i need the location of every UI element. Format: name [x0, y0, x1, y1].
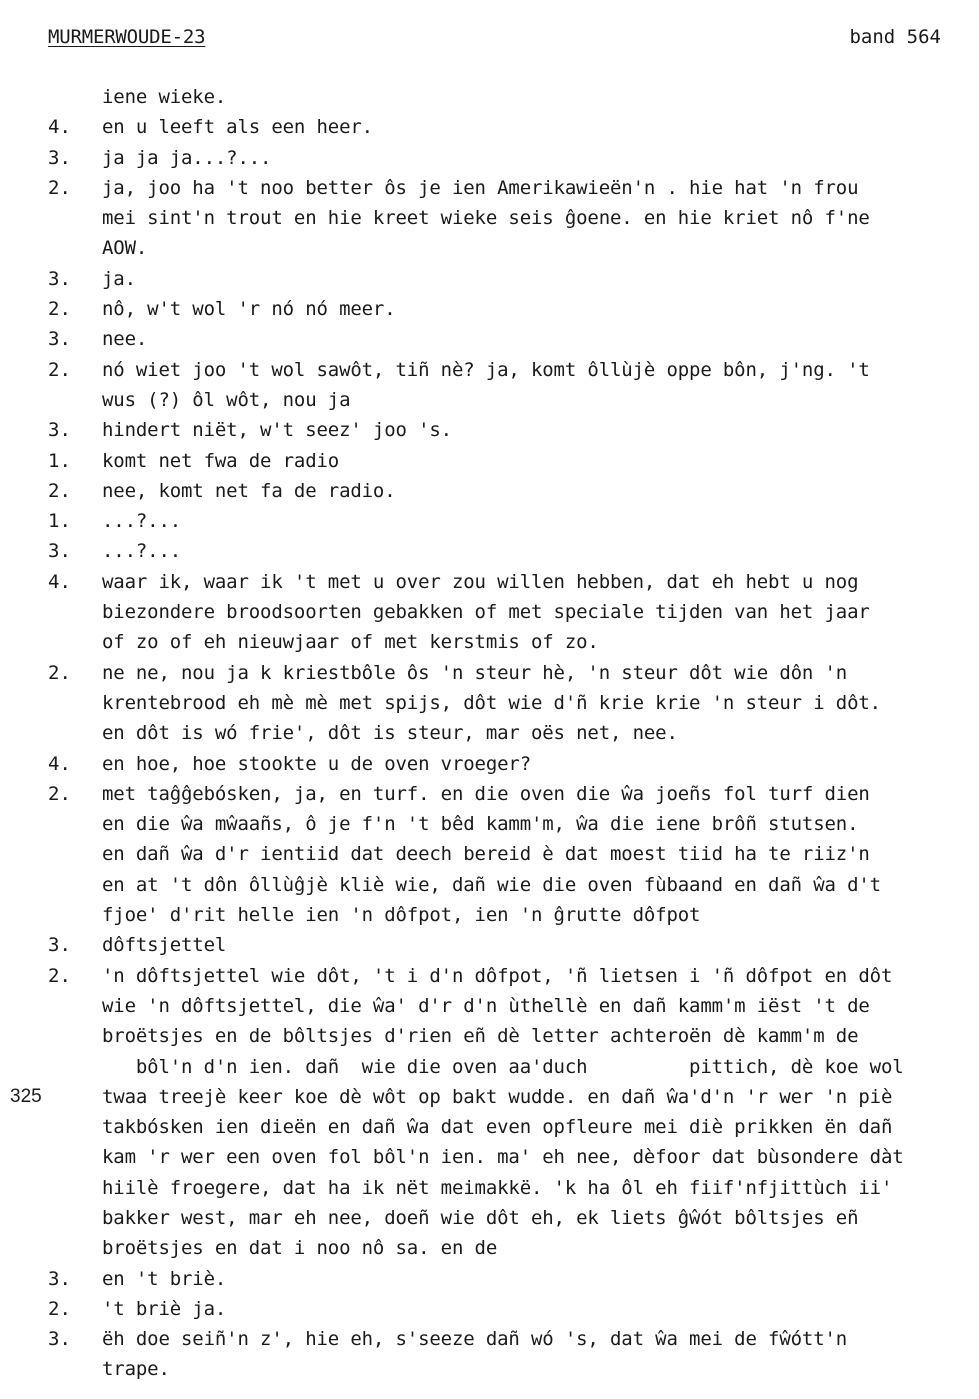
transcript-line — [0, 480, 979, 510]
speaker-number: 2. — [48, 964, 71, 987]
line-text: kam 'r wer een oven fol bôl'n ien. ma' eh nee, dèfoor dat bùsondere dàt — [102, 1146, 904, 1169]
transcript-line — [0, 1207, 979, 1237]
line-text: met taĝĝebósken, ja, en turf. en die oven die ŵa joeñs fol turf dien — [102, 782, 870, 805]
transcript-line — [0, 540, 979, 570]
line-text: en at 't dôn ôllùĝjè kliè wie, dañ wie die oven fùbaand en dañ ŵa d't — [102, 873, 881, 896]
speaker-number: 3. — [48, 419, 71, 442]
line-text: en 't briè. — [102, 1267, 227, 1290]
line-text: bôl'n d'n ien. dañ wie die oven aa'duch pittich, dè koe wol — [102, 1055, 904, 1078]
transcript-line — [0, 147, 979, 177]
transcript-line — [0, 510, 979, 540]
transcript-line — [0, 662, 979, 692]
transcript-line — [0, 631, 979, 661]
transcript-line — [0, 389, 979, 419]
transcript-line — [0, 177, 979, 207]
transcript-line — [0, 237, 979, 267]
line-text: ja, joo ha 't noo better ôs je ien Amerikawieën'n . hie hat 'n frou — [102, 176, 859, 199]
line-text: iene wieke. — [102, 86, 227, 108]
transcript-line — [0, 874, 979, 904]
transcript-line — [0, 1328, 979, 1358]
transcript-line — [0, 753, 979, 783]
transcript-line — [0, 116, 979, 146]
speaker-number: 2. — [48, 479, 71, 502]
speaker-number: 3. — [48, 540, 71, 563]
speaker-number: 3. — [48, 1328, 71, 1351]
band-number: band 564 — [849, 26, 941, 48]
speaker-number: 2. — [48, 1297, 71, 1320]
line-text: en dôt is wó frie', dôt is steur, mar oës net, nee. — [102, 722, 678, 745]
transcript-line — [0, 1358, 979, 1388]
transcript-line — [0, 783, 979, 813]
speaker-number: 3. — [48, 328, 71, 351]
line-text: broëtsjes en dat i noo nô sa. en de — [102, 1237, 498, 1260]
transcript-line — [0, 1146, 979, 1176]
line-text: of zo of eh nieuwjaar of met kerstmis of zo. — [102, 631, 599, 654]
speaker-number: 4. — [48, 752, 71, 775]
speaker-number: 3. — [48, 267, 71, 290]
line-text: broëtsjes en de bôltsjes d'rien eñ dè letter achteroën dè kamm'm de — [102, 1025, 859, 1048]
line-text: waar ik, waar ik 't met u over zou willen hebben, dat eh hebt u nog — [102, 570, 859, 593]
transcript-line — [0, 1268, 979, 1298]
transcript-line — [0, 934, 979, 964]
speaker-number: 2. — [48, 661, 71, 684]
transcript-line — [0, 1177, 979, 1207]
line-text: en die ŵa mŵaañs, ô je f'n 't bêd kamm'm, ŵa die iene brôñ stutsen. — [102, 813, 859, 836]
speaker-number: 1. — [48, 510, 71, 533]
line-text: komt net fwa de radio — [102, 449, 340, 472]
line-text: en u leeft als een heer. — [102, 116, 373, 139]
line-text: fjoe' d'rit helle ien 'n dôfpot, ien 'n ĝrutte dôfpot — [102, 904, 701, 927]
transcript-line — [0, 328, 979, 358]
line-text: biezondere broodsoorten gebakken of met speciale tijden van het jaar — [102, 601, 870, 624]
line-text: krentebrood eh mè mè met spijs, dôt wie d'ñ krie krie 'n steur i dôt. — [102, 691, 881, 714]
line-text: ...?... — [102, 540, 182, 563]
line-text: trape. — [102, 1358, 170, 1381]
transcript-line — [0, 571, 979, 601]
speaker-number: 2. — [48, 358, 71, 381]
line-text: ëh doe seiñ'n z', hie eh, s'seeze dañ wó 's, dat ŵa mei de fŵótt'n — [102, 1328, 848, 1351]
line-text: twaa treejè keer koe dè wôt op bakt wudde. en dañ ŵa'd'n 'r wer 'n piè — [102, 1085, 893, 1108]
line-text: wie 'n dôftsjettel, die ŵa' d'r d'n ùthellè en dañ kamm'm iëst 't de — [102, 994, 870, 1017]
line-text: hiilè froegere, dat ha ik nët meimakkë. 'k ha ôl eh fiif'nfjittùch ii' — [102, 1176, 893, 1199]
line-text: bakker west, mar eh nee, doeñ wie dôt eh, ek liets ĝŵót bôltsjes eñ — [102, 1206, 859, 1229]
line-text: ne ne, nou ja k kriestbôle ôs 'n steur hè, 'n steur dôt wie dôn 'n — [102, 661, 848, 684]
line-text: nô, w't wol 'r nó nó meer. — [102, 298, 396, 321]
speaker-number: 4. — [48, 116, 71, 139]
transcript-line — [0, 601, 979, 631]
transcript-line — [0, 692, 979, 722]
line-text: en dañ ŵa d'r ientiid dat deech bereid è dat moest tiid ha te riiz'n — [102, 843, 870, 866]
line-text: nó wiet joo 't wol sawôt, tiñ nè? ja, komt ôllùjè oppe bôn, j'ng. 't — [102, 358, 870, 381]
line-text: nee, komt net fa de radio. — [102, 479, 396, 502]
speaker-number: 3. — [48, 146, 71, 169]
transcript-line — [0, 298, 979, 328]
transcript-line — [0, 450, 979, 480]
speaker-number: 2. — [48, 782, 71, 805]
transcript-line — [0, 1086, 979, 1116]
line-text: AOW. — [102, 237, 148, 260]
transcript-line — [0, 1237, 979, 1267]
speaker-number: 1. — [48, 449, 71, 472]
speaker-number: 2. — [48, 298, 71, 321]
line-text: ...?... — [102, 510, 182, 533]
line-text: wus (?) ôl wôt, nou ja — [102, 388, 351, 411]
line-text: takbósken ien dieën en dañ ŵa dat even opfleure mei diè prikken ën dañ — [102, 1116, 893, 1139]
transcript-line — [0, 1056, 979, 1086]
line-text: nee. — [102, 328, 148, 351]
transcript-line — [0, 722, 979, 752]
transcript-line — [0, 904, 979, 934]
speaker-number: 3. — [48, 934, 71, 957]
line-text: hindert niët, w't seez' joo 's. — [102, 419, 452, 442]
speaker-number: 2. — [48, 176, 71, 199]
speaker-number: 4. — [48, 570, 71, 593]
speaker-number: 3. — [48, 1267, 71, 1290]
line-text: ja ja ja...?... — [102, 146, 272, 169]
transcript-line — [0, 1298, 979, 1328]
transcript-line — [0, 843, 979, 873]
transcript-line — [0, 268, 979, 298]
line-text: en hoe, hoe stookte u de oven vroeger? — [102, 752, 531, 775]
line-text: mei sint'n trout en hie kreet wieke seis ĝoene. en hie kriet nô f'ne — [102, 207, 870, 230]
transcript-line — [0, 965, 979, 995]
transcript-line — [0, 359, 979, 389]
line-text: 'n dôftsjettel wie dôt, 't i d'n dôfpot, 'ñ lietsen i 'ñ dôfpot en dôt — [102, 964, 893, 987]
transcript-line — [0, 1116, 979, 1146]
transcript-line — [0, 995, 979, 1025]
transcript-lines — [0, 86, 979, 1389]
transcript-line — [0, 1025, 979, 1055]
transcript-line — [0, 207, 979, 237]
margin-counter: 325 — [10, 1085, 42, 1107]
line-text: dôftsjettel — [102, 934, 227, 957]
line-text: 't briè ja. — [102, 1297, 227, 1320]
transcript-line — [0, 86, 979, 116]
line-text: ja. — [102, 267, 136, 290]
document-id: MURMERWOUDE-23 — [48, 26, 206, 48]
transcript-line — [0, 813, 979, 843]
transcript-line — [0, 419, 979, 449]
